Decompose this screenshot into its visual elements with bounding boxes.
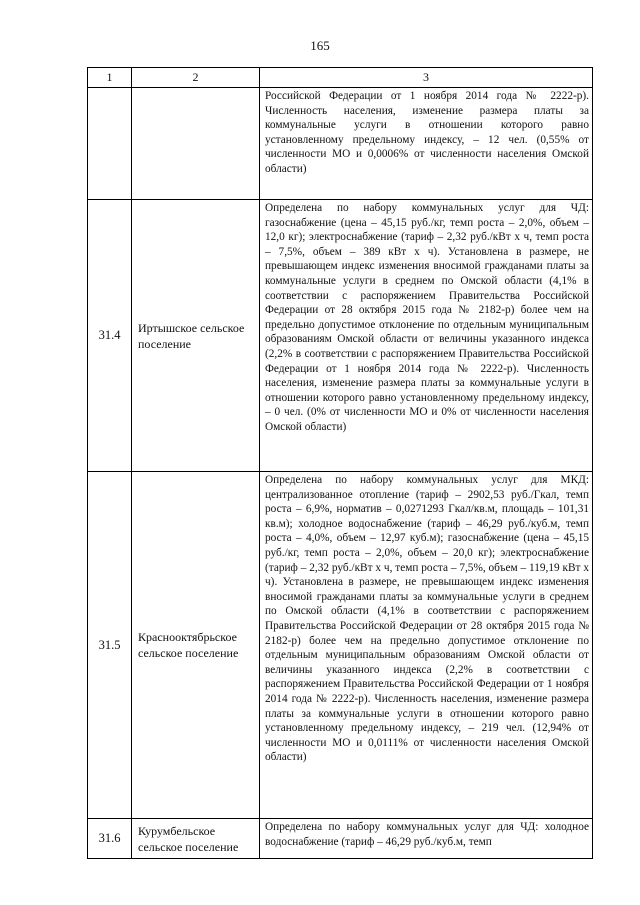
tariff-table — [87, 67, 593, 859]
settlement-name — [132, 88, 260, 200]
row-text: Определена по набору коммунальных услуг для ЧД: холодное водоснабжение (тариф – 46,29 руб./куб.м, темп — [265, 821, 589, 848]
table-row — [88, 200, 593, 472]
row-number: 31.4 — [88, 200, 132, 472]
table-row — [88, 472, 593, 819]
settlement-name: Краснооктябрьское сельское поселение — [132, 472, 260, 819]
row-description — [260, 819, 593, 859]
settlement-name: Иртышское сельское поселение — [132, 200, 260, 472]
page-number: 165 — [310, 38, 330, 53]
row-text: Определена по набору коммунальных услуг для ЧД: газоснабжение (цена – 45,15 руб./кг, темп роста – 2,0%, объем – 12,0 кг); электроснабжение (тариф – 2,32 руб./кВт х ч, темп роста – 7,5%, объем – 389 кВт х ч). Установлена в размере, не превышающем индекс изменения вносимой гражданами платы за коммунальные услуги в среднем по Омской области (4,1% в соответствии с распоряжением Правительства Российской Федерации от 28 октября 2015 года № 2182-р) более чем на предельно допустимое отклонение по отдельным муниципальным образованиям Омской области от величины указанного индекса (2,2% в соответствии с распоряжением Правительства Российской Федерации от 1 ноября 2014 года № 2222-р). Численность населения, изменение размера платы за коммунальные услуги в отношении которого равно установленному предельному индексу, – 0 чел. (0% от численности МО и 0% от численности населения Омской области) — [265, 202, 589, 433]
table-header-row — [88, 68, 593, 88]
row-description — [260, 200, 593, 472]
row-number — [88, 88, 132, 200]
row-text: Определена по набору коммунальных услуг для МКД: централизованное отопление (тариф – 2902,53 руб./Гкал, темп роста – 6,9%, норматив – 0,0271293 Гкал/кв.м, площадь – 101,31 кв.м); холодное водоснабжение (тариф – 46,29 руб./куб.м, темп роста – 4,0%, объем – 12,97 куб.м); газоснабжение (цена – 45,15 руб./кг, темп роста – 2,0%, объем – 20,0 кг); электроснабжение (тариф – 2,32 руб./кВт х ч, темп роста – 7,5%, объем – 119,19 кВт х ч). Установлена в размере, не превышающем индекс изменения вносимой гражданами платы за коммунальные услуги в среднем по Омской области (4,1% в соответствии с распоряжением Правительства Российской Федерации от 28 октября 2015 года № 2182-р) более чем на предельно допустимое отклонение по отдельным муниципальным образованиям Омской области от величины указанного индекса (2,2% в соответствии с распоряжением Правительства Российской Федерации от 1 ноября 2014 года № 2222-р). Численность населения, изменение размера платы за коммунальные услуги в отношении которого равно установленному предельному индексу, – 219 чел. (12,94% от численности МО и 0,0111% от численности населения Омской области) — [265, 474, 589, 764]
row-description — [260, 88, 593, 200]
settlement-name: Курумбельское сельское поселение — [132, 819, 260, 859]
header-col-1: 1 — [88, 68, 132, 88]
header-col-3: 3 — [260, 68, 593, 88]
row-number: 31.5 — [88, 472, 132, 819]
row-text: Российской Федерации от 1 ноября 2014 года № 2222-р). Численность населения, изменение размера платы за коммунальные услуги в отношении которого равно установленному предельному индексу, – 12 чел. (0,55% от численности МО и 0,0006% от численности населения Омской области) — [265, 90, 589, 175]
row-number: 31.6 — [88, 819, 132, 859]
row-description — [260, 472, 593, 819]
table-row — [88, 819, 593, 859]
table-row — [88, 88, 593, 200]
header-col-2: 2 — [132, 68, 260, 88]
